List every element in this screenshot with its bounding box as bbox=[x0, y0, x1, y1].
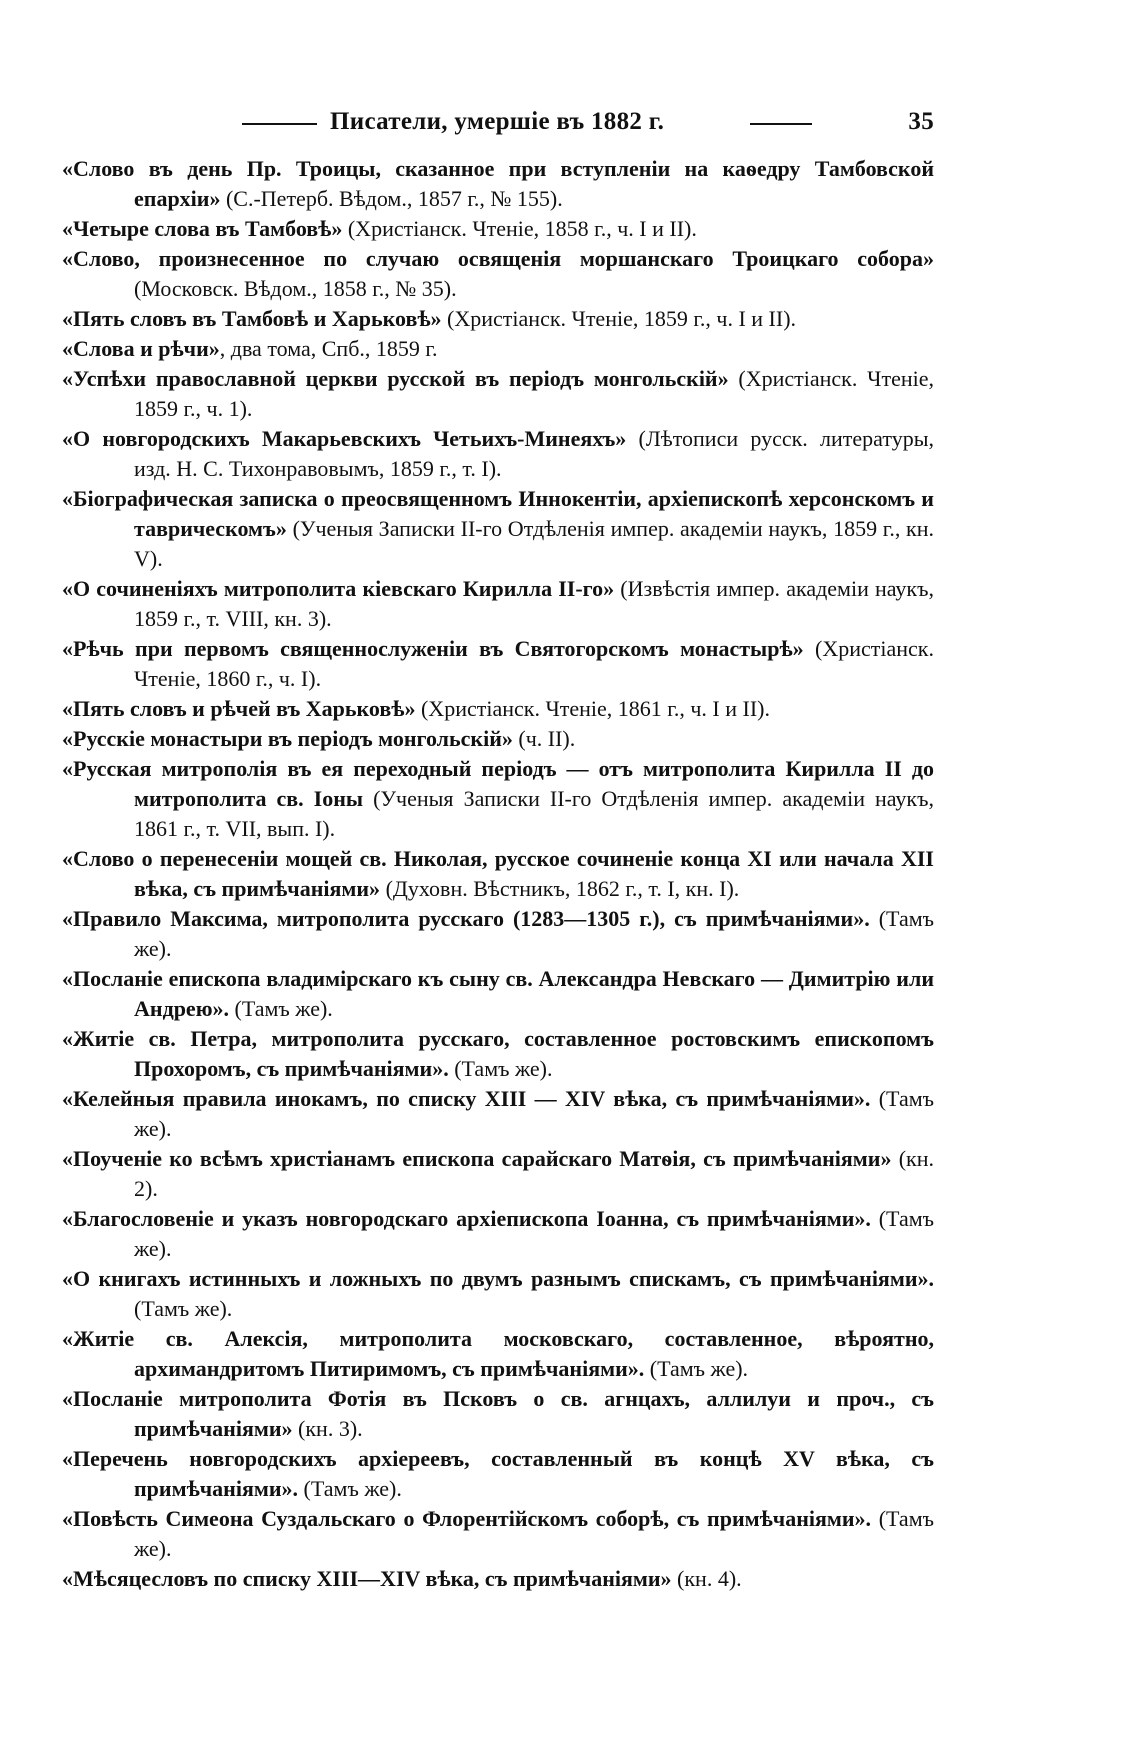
entry-details: (Лѣтописи русск. литературы, изд. Н. С. Тихонравовымъ, 1859 г., т. I). bbox=[134, 426, 934, 481]
bibliography-entry bbox=[62, 964, 934, 1024]
entry-details: (Тамъ же). bbox=[644, 1356, 749, 1381]
bibliography-entry bbox=[62, 1384, 934, 1444]
entry-title: «Посланіе епископа владимірскаго къ сыну св. Александра Невскаго — Димитрію или Андрею». bbox=[62, 966, 934, 1021]
entry-details: (Тамъ же). bbox=[134, 906, 935, 961]
bibliography-entry bbox=[62, 1204, 934, 1264]
entry-details: (Ученыя Записки II-го Отдѣленія импер. академіи наукъ, 1861 г., т. VII, вып. I). bbox=[134, 786, 934, 841]
entry-title: «Слово, произнесенное по случаю освященія моршанскаго Троицкаго собора» bbox=[62, 246, 934, 271]
entry-details: (Тамъ же). bbox=[298, 1476, 402, 1501]
bibliography-entry bbox=[62, 1264, 934, 1324]
bibliography-entry bbox=[62, 364, 934, 424]
entry-title: «Біографическая записка о преосвященномъ Иннокентіи, архіепископѣ херсонскомъ и таврическомъ» bbox=[62, 486, 934, 541]
entry-title: «Посланіе митрополита Фотія въ Псковъ о св. агнцахъ, аллилуи и проч., съ примѣчаніями» bbox=[62, 1386, 934, 1441]
bibliography-entry bbox=[62, 1024, 934, 1084]
bibliography-entry bbox=[62, 1504, 934, 1564]
entry-details: (Христіанск. Чтеніе, 1858 г., ч. I и II). bbox=[342, 216, 697, 241]
entry-title: «Поученіе ко всѣмъ христіанамъ епископа сарайскаго Матѳія, съ примѣчаніями» bbox=[62, 1146, 892, 1171]
bibliography-entry bbox=[62, 1144, 934, 1204]
entry-details: (С.-Петерб. Вѣдом., 1857 г., № 155). bbox=[220, 186, 563, 211]
bibliography-entry bbox=[62, 304, 934, 334]
entry-details: (Извѣстія импер. академіи наукъ, 1859 г., т. VIII, кн. 3). bbox=[134, 576, 934, 631]
entry-details: (Тамъ же). bbox=[134, 1506, 934, 1561]
entry-title: «Слова и рѣчи» bbox=[62, 336, 220, 361]
bibliography-entry bbox=[62, 724, 934, 754]
entry-title: «Келейныя правила инокамъ, по списку XIII — XIV вѣка, съ примѣчаніями». bbox=[62, 1086, 871, 1111]
entry-title: «Повѣсть Симеона Суздальскаго о Флорентійскомъ соборѣ, съ примѣчаніями». bbox=[62, 1506, 872, 1531]
entry-details: (Тамъ же). bbox=[134, 1086, 935, 1141]
entry-title: «Житіе св. Алексія, митрополита московскаго, составленное, вѣроятно, архимандритомъ Питиримомъ, съ примѣчаніями». bbox=[62, 1326, 934, 1381]
entry-details: (Московск. Вѣдом., 1858 г., № 35). bbox=[134, 276, 457, 301]
entry-title: «О сочиненіяхъ митрополита кіевскаго Кирилла II-го» bbox=[62, 576, 615, 601]
running-header bbox=[62, 108, 934, 140]
entry-title: «О книгахъ истинныхъ и ложныхъ по двумъ разнымъ спискамъ, съ примѣчаніями». bbox=[62, 1266, 934, 1291]
entry-details: (Христіанск. Чтеніе, 1859 г., ч. 1). bbox=[134, 366, 934, 421]
bibliography-entry bbox=[62, 694, 934, 724]
entry-title: «Слово о перенесеніи мощей св. Николая, русское сочиненіе конца XI или начала XII вѣка, съ примѣчаніями» bbox=[62, 846, 934, 901]
bibliography-entry bbox=[62, 904, 934, 964]
bibliography-entry bbox=[62, 424, 934, 484]
entry-title: «Житіе св. Петра, митрополита русскаго, составленное ростовскимъ епископомъ Прохоромъ, съ примѣчаніями». bbox=[62, 1026, 934, 1081]
bibliography-entry bbox=[62, 844, 934, 904]
header-dash-left bbox=[242, 123, 317, 125]
entry-details: (Тамъ же). bbox=[134, 1296, 233, 1321]
bibliography-entry bbox=[62, 244, 934, 304]
page-number: 35 bbox=[908, 108, 934, 135]
entry-title: «Пять словъ и рѣчей въ Харьковѣ» bbox=[62, 696, 416, 721]
bibliography-entry bbox=[62, 214, 934, 244]
bibliography-entry bbox=[62, 154, 934, 214]
entry-details: (Христіанск. Чтеніе, 1859 г., ч. I и II). bbox=[441, 306, 797, 331]
entry-details: (ч. II). bbox=[512, 726, 576, 751]
entry-title: «Русскіе монастыри въ періодъ монгольскій» bbox=[62, 726, 513, 751]
entry-details: (Тамъ же). bbox=[229, 996, 333, 1021]
entry-details: (Ученыя Записки II-го Отдѣленія импер. академіи наукъ, 1859 г., кн. V). bbox=[134, 516, 934, 571]
bibliography-entry bbox=[62, 634, 934, 694]
entry-title: «Мѣсяцесловъ по списку XIII—XIV вѣка, съ примѣчаніями» bbox=[62, 1566, 672, 1591]
entry-details: (Духовн. Вѣстникъ, 1862 г., т. I, кн. I). bbox=[380, 876, 740, 901]
entry-details: (кн. 4). bbox=[671, 1566, 742, 1591]
bibliography-entry bbox=[62, 484, 934, 574]
entry-title: «Пять словъ въ Тамбовѣ и Харьковѣ» bbox=[62, 306, 442, 331]
bibliography-entry bbox=[62, 1444, 934, 1504]
entry-details: (Тамъ же). bbox=[448, 1056, 553, 1081]
entry-title: «Четыре слова въ Тамбовѣ» bbox=[62, 216, 343, 241]
entry-details: (Христіанск. Чтеніе, 1860 г., ч. I). bbox=[134, 636, 934, 691]
entry-title: «Успѣхи православной церкви русской въ періодъ монгольскій» bbox=[62, 366, 729, 391]
entry-title: «Слово въ день Пр. Троицы, сказанное при вступленіи на каѳедру Тамбовской епархіи» bbox=[62, 156, 934, 211]
entry-title: «О новгородскихъ Макарьевскихъ Четьихъ-Минеяхъ» bbox=[62, 426, 627, 451]
header-dash-right bbox=[750, 123, 812, 125]
entry-title: «Благословеніе и указъ новгородскаго архіепископа Іоанна, съ примѣчаніями». bbox=[62, 1206, 871, 1231]
entry-details: (кн. 2). bbox=[134, 1146, 934, 1201]
bibliography-entry bbox=[62, 1084, 934, 1144]
entry-details: (кн. 3). bbox=[292, 1416, 363, 1441]
bibliography-list bbox=[62, 154, 934, 1594]
entry-title: «Правило Максима, митрополита русскаго (1283—1305 г.), съ примѣчаніями». bbox=[62, 906, 870, 931]
entry-title: «Перечень новгородскихъ архіереевъ, составленный въ концѣ XV вѣка, съ примѣчаніями». bbox=[62, 1446, 934, 1501]
bibliography-entry bbox=[62, 1564, 934, 1594]
entry-details: (Тамъ же). bbox=[134, 1206, 935, 1261]
page-title: Писатели, умершіе въ 1882 г. bbox=[330, 108, 665, 135]
entry-details: (Христіанск. Чтеніе, 1861 г., ч. I и II). bbox=[415, 696, 770, 721]
bibliography-entry bbox=[62, 574, 934, 634]
entry-details: , два тома, Спб., 1859 г. bbox=[219, 336, 438, 361]
bibliography-entry bbox=[62, 1324, 934, 1384]
bibliography-entry bbox=[62, 754, 934, 844]
entry-title: «Рѣчь при первомъ священнослуженіи въ Святогорскомъ монастырѣ» bbox=[62, 636, 804, 661]
entry-title: «Русская митрополія въ ея переходный періодъ — отъ митрополита Кирилла II до митрополита св. Іоны bbox=[62, 756, 934, 811]
bibliography-entry bbox=[62, 334, 934, 364]
